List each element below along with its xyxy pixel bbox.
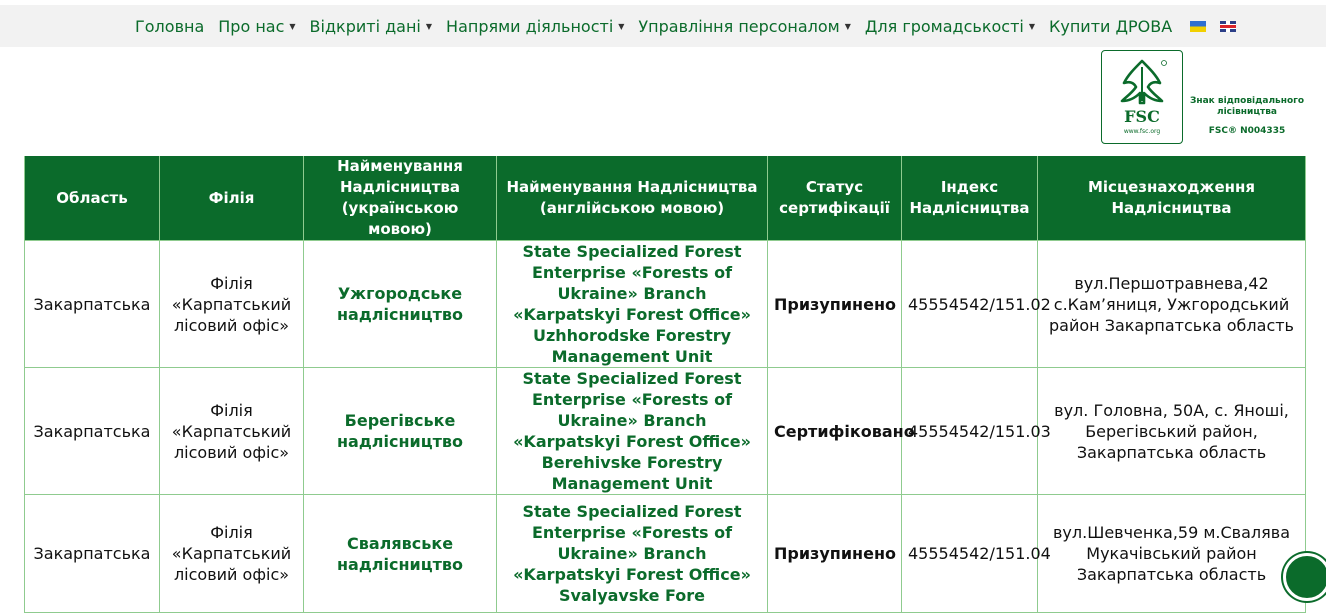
table-row	[25, 368, 1306, 495]
caret-down-icon: ▼	[844, 21, 851, 31]
cell-name-en: State Specialized Forest Enterprise «Forests of Ukraine» Branch «Karpatskyi Forest Office» Uzhhorodske Forestry Management Unit	[497, 241, 768, 368]
cell-branch: Філія «Карпатський лісовий офіс»	[160, 368, 304, 495]
nav-item-activities[interactable]	[446, 17, 624, 36]
fsc-caption: Знак відповідального лісівництва	[1189, 96, 1305, 117]
nav-item-home[interactable]	[135, 17, 204, 36]
fsc-code: FSC® N004335	[1208, 126, 1286, 136]
cell-branch: Філія «Карпатський лісовий офіс»	[160, 241, 304, 368]
cell-index: 45554542/151.02	[902, 241, 1038, 368]
cell-status: Сертифіковано	[768, 368, 902, 495]
nav-item-label: Про нас	[218, 16, 285, 36]
fsc-letters: FSC	[1124, 107, 1160, 126]
cell-region: Закарпатська	[25, 368, 160, 495]
ua-flag-icon[interactable]	[1190, 21, 1206, 32]
nav-item-public[interactable]	[865, 17, 1035, 36]
nav-item-label: Управління персоналом	[638, 16, 840, 36]
nav-item-label: Для громадськості	[864, 16, 1024, 36]
cell-name-ua: Свалявське надлісництво	[304, 495, 497, 613]
cell-name-en: State Specialized Forest Enterprise «Forests of Ukraine» Branch «Karpatskyi Forest Office» Berehivske Forestry Management Unit	[497, 368, 768, 495]
nav-item-label: Напрями діяльності	[446, 16, 614, 36]
table-header-row	[25, 156, 1306, 241]
caret-down-icon: ▼	[289, 21, 296, 31]
cell-location: вул. Головна, 50А, с. Яноші, Берегівський район, Закарпатська область	[1038, 368, 1306, 495]
cell-status: Призупинено	[768, 495, 902, 613]
nav-item-label: Головна	[135, 16, 205, 36]
forestry-units-table	[24, 156, 1306, 613]
uk-flag-icon[interactable]	[1220, 21, 1236, 32]
header-index: Індекс Надлісництва	[902, 156, 1038, 241]
fsc-url: www.fsc.org	[1123, 128, 1161, 135]
top-navigation	[0, 5, 1326, 47]
cell-region: Закарпатська	[25, 495, 160, 613]
fsc-logo[interactable]	[1101, 50, 1183, 144]
caret-down-icon: ▼	[425, 21, 433, 31]
cell-name-ua: Ужгородське надлісництво	[304, 241, 497, 368]
cell-region: Закарпатська	[25, 241, 160, 368]
caret-down-icon: ▼	[1028, 21, 1036, 31]
table-row	[25, 241, 1306, 368]
nav-item-open-data[interactable]	[310, 17, 432, 36]
header-status: Статус сертифікації	[768, 156, 902, 241]
cell-branch: Філія «Карпатський лісовий офіс»	[160, 495, 304, 613]
header-location: Місцезнаходження Надлісництва	[1038, 156, 1306, 241]
header-name-en: Найменування Надлісництва (англійською мовою)	[497, 156, 768, 241]
cell-index: 45554542/151.04	[902, 495, 1038, 613]
nav-item-label: Відкриті дані	[309, 16, 421, 36]
nav-item-about[interactable]	[218, 17, 295, 36]
nav-item-buy-firewood[interactable]	[1049, 17, 1172, 36]
table-row	[25, 495, 1306, 613]
cell-status: Призупинено	[768, 241, 902, 368]
cell-location: вул.Шевченка,59 м.Свалява Мукачівський район Закарпатська область	[1038, 495, 1306, 613]
nav-item-label: Купити ДРОВА	[1049, 16, 1173, 36]
header-name-ua: Найменування Надлісництва (українською мовою)	[304, 156, 497, 241]
cell-name-ua: Берегівське надлісництво	[304, 368, 497, 495]
nav-list	[135, 5, 1246, 47]
cell-name-en: State Specialized Forest Enterprise «Forests of Ukraine» Branch «Karpatskyi Forest Office» Svalyavske Fore	[497, 495, 768, 613]
caret-down-icon: ▼	[618, 21, 625, 31]
fsc-tree-icon	[1112, 57, 1172, 107]
header-region: Область	[25, 156, 160, 241]
chat-widget-button[interactable]	[1283, 553, 1326, 601]
header-branch: Філія	[160, 156, 304, 241]
cell-index: 45554542/151.03	[902, 368, 1038, 495]
nav-item-hr[interactable]	[638, 17, 850, 36]
cell-location: вул.Першотравнева,42 с.Кам’яниця, Ужгородський район Закарпатська область	[1038, 241, 1306, 368]
